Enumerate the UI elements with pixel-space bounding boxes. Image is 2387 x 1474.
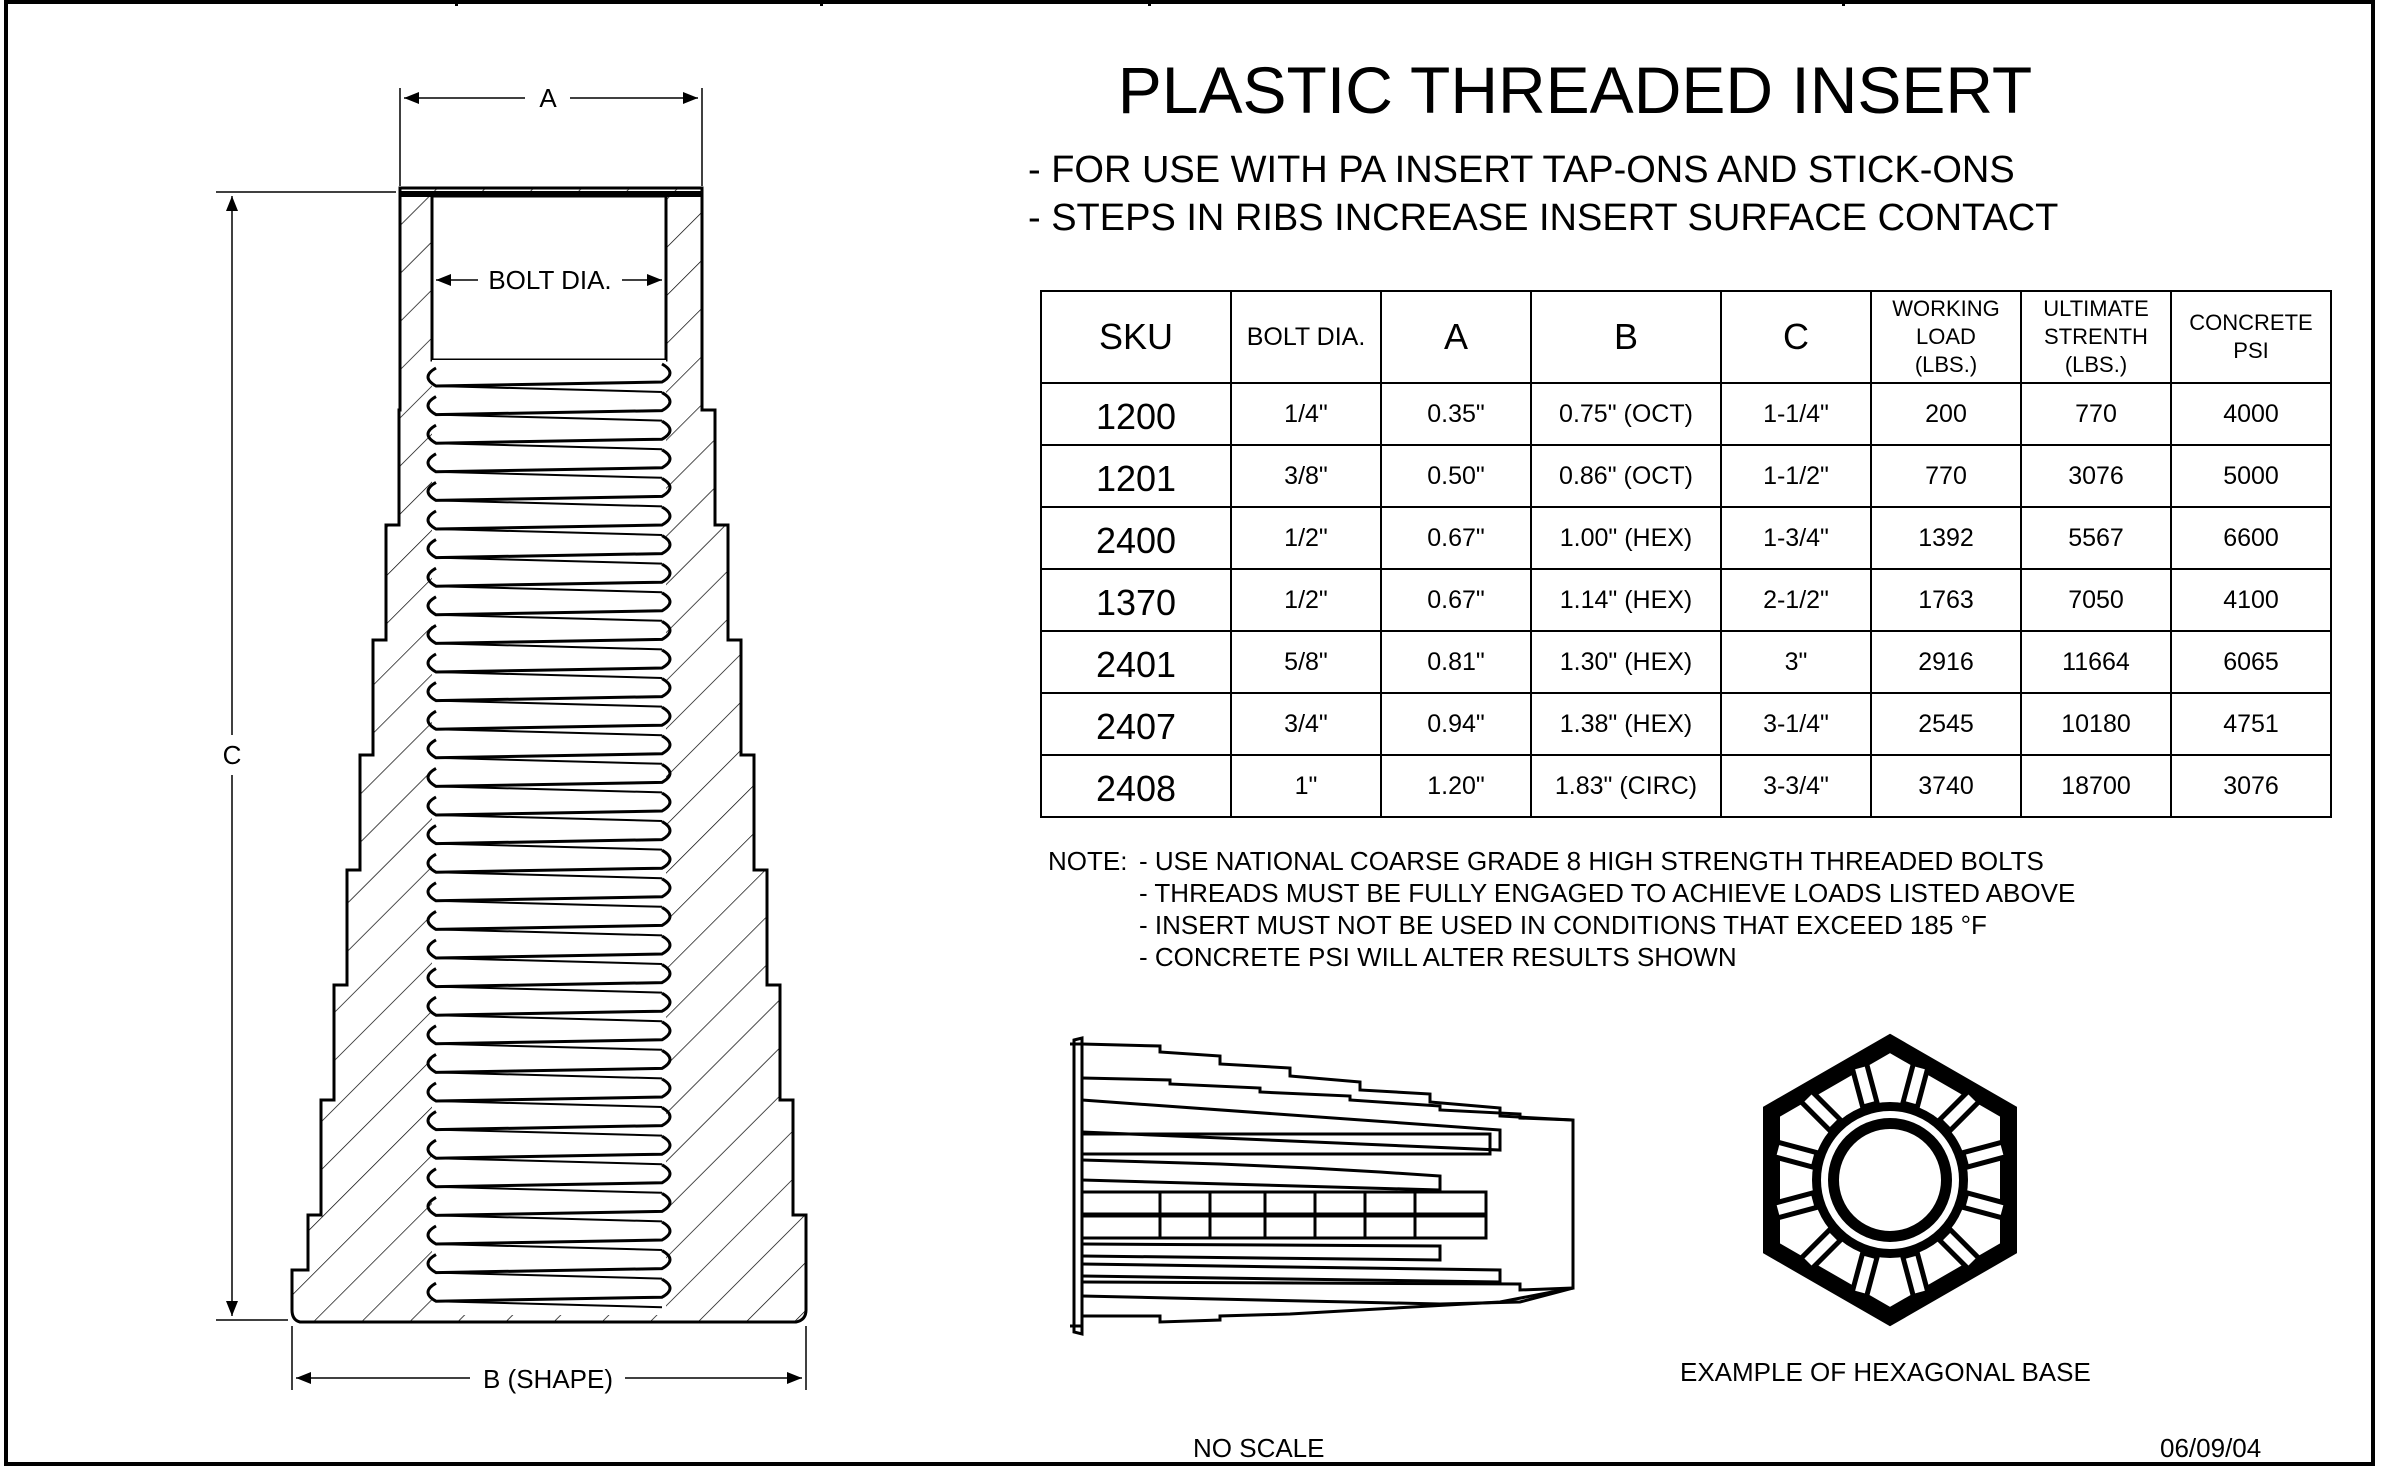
cell-ultimate-strenth: 3076	[2021, 445, 2171, 507]
cell-ultimate-strenth: 7050	[2021, 569, 2171, 631]
bullet-item: - FOR USE WITH PA INSERT TAP-ONS AND STICK-ONS	[1028, 149, 2015, 191]
dim-bolt-dia-label: BOLT DIA.	[488, 265, 612, 295]
dim-a-label: A	[539, 83, 557, 113]
cell-b: 0.86" (OCT)	[1531, 445, 1721, 507]
header-line: WORKING	[1892, 296, 2000, 321]
note-item: - USE NATIONAL COARSE GRADE 8 HIGH STRENGTH THREADED BOLTS	[1139, 846, 2044, 876]
header-line: (LBS.)	[1914, 352, 1978, 377]
title-block-tick	[1148, 0, 1151, 6]
cell-bolt-dia: 5/8"	[1231, 631, 1381, 693]
cell-bolt-dia: 3/4"	[1231, 693, 1381, 755]
header-line: STRENTH	[2044, 324, 2148, 349]
cell-c: 3-3/4"	[1721, 755, 1871, 817]
cell-sku: 2401	[1041, 631, 1231, 693]
feature-bullets	[1028, 146, 2058, 242]
cell-b: 1.83" (CIRC)	[1531, 755, 1721, 817]
notes-list	[1139, 845, 2075, 973]
header-line: ULTIMATE	[2043, 296, 2149, 321]
cell-concrete-psi: 5000	[2171, 445, 2331, 507]
header-line: LOAD	[1916, 324, 1976, 349]
cell-a: 0.94"	[1381, 693, 1531, 755]
col-header-working-load	[1871, 291, 2021, 383]
cell-working-load: 1392	[1871, 507, 2021, 569]
table-header-row	[1041, 291, 2331, 383]
header-line: PSI	[2233, 338, 2269, 363]
cell-b: 1.00" (HEX)	[1531, 507, 1721, 569]
spec-table	[1040, 290, 2332, 818]
cell-c: 3-1/4"	[1721, 693, 1871, 755]
cell-b: 1.14" (HEX)	[1531, 569, 1721, 631]
cell-working-load: 3740	[1871, 755, 2021, 817]
cell-concrete-psi: 4100	[2171, 569, 2331, 631]
page-title: PLASTIC THREADED INSERT	[1117, 53, 2033, 127]
cell-c: 1-1/4"	[1721, 383, 1871, 445]
dim-b-label: B (SHAPE)	[482, 1364, 614, 1394]
cell-bolt-dia: 1/2"	[1231, 569, 1381, 631]
cell-a: 1.20"	[1381, 755, 1531, 817]
cell-concrete-psi: 6600	[2171, 507, 2331, 569]
cell-a: 0.67"	[1381, 569, 1531, 631]
header-line: (LBS.)	[2064, 352, 2128, 377]
cell-sku: 1200	[1041, 383, 1231, 445]
cell-sku: 1370	[1041, 569, 1231, 631]
cell-bolt-dia: 1"	[1231, 755, 1381, 817]
cell-bolt-dia: 3/8"	[1231, 445, 1381, 507]
col-header-ultimate-strenth	[2021, 291, 2171, 383]
cell-b: 0.75" (OCT)	[1531, 383, 1721, 445]
cell-working-load: 770	[1871, 445, 2021, 507]
col-header-a: A	[1381, 291, 1531, 383]
cell-ultimate-strenth: 10180	[2021, 693, 2171, 755]
header-line: CONCRETE	[2189, 310, 2313, 335]
col-header-bolt-dia: BOLT DIA.	[1231, 291, 1381, 383]
notes-label: NOTE:	[1048, 846, 1128, 876]
cell-working-load: 2545	[1871, 693, 2021, 755]
cell-bolt-dia: 1/4"	[1231, 383, 1381, 445]
cell-ultimate-strenth: 18700	[2021, 755, 2171, 817]
table-row	[1041, 507, 2331, 569]
cell-c: 3"	[1721, 631, 1871, 693]
table-row	[1041, 445, 2331, 507]
cell-a: 0.81"	[1381, 631, 1531, 693]
table-row	[1041, 693, 2331, 755]
cell-ultimate-strenth: 11664	[2021, 631, 2171, 693]
col-header-b: B	[1531, 291, 1721, 383]
col-header-c: C	[1721, 291, 1871, 383]
cell-concrete-psi: 6065	[2171, 631, 2331, 693]
dim-c-label: C	[222, 740, 242, 770]
note-item: - THREADS MUST BE FULLY ENGAGED TO ACHIEVE LOADS LISTED ABOVE	[1139, 878, 2076, 908]
col-header-sku: SKU	[1041, 291, 1231, 383]
table-row	[1041, 755, 2331, 817]
cell-concrete-psi: 4000	[2171, 383, 2331, 445]
cell-concrete-psi: 3076	[2171, 755, 2331, 817]
cell-bolt-dia: 1/2"	[1231, 507, 1381, 569]
cell-b: 1.30" (HEX)	[1531, 631, 1721, 693]
cell-sku: 2408	[1041, 755, 1231, 817]
title-block-tick	[1842, 0, 1845, 6]
cell-a: 0.35"	[1381, 383, 1531, 445]
col-header-concrete-psi	[2171, 291, 2331, 383]
cell-a: 0.67"	[1381, 507, 1531, 569]
cell-ultimate-strenth: 5567	[2021, 507, 2171, 569]
hexagonal-base-view	[1740, 1030, 2040, 1330]
scale-note: NO SCALE	[1193, 1433, 1325, 1463]
cell-sku: 2400	[1041, 507, 1231, 569]
cell-working-load: 2916	[1871, 631, 2021, 693]
bullet-item: - STEPS IN RIBS INCREASE INSERT SURFACE CONTACT	[1028, 197, 2059, 239]
table-row	[1041, 569, 2331, 631]
cell-a: 0.50"	[1381, 445, 1531, 507]
insert-side-view	[1060, 1020, 1660, 1350]
note-item: - INSERT MUST NOT BE USED IN CONDITIONS THAT EXCEED 185 °F	[1139, 910, 1987, 940]
drawing-date: 06/09/04	[2160, 1433, 2262, 1463]
cell-c: 1-3/4"	[1721, 507, 1871, 569]
table-row	[1041, 383, 2331, 445]
cell-c: 2-1/2"	[1721, 569, 1871, 631]
cell-concrete-psi: 4751	[2171, 693, 2331, 755]
cell-b: 1.38" (HEX)	[1531, 693, 1721, 755]
hex-base-caption: EXAMPLE OF HEXAGONAL BASE	[1680, 1357, 2091, 1387]
cell-working-load: 1763	[1871, 569, 2021, 631]
cell-ultimate-strenth: 770	[2021, 383, 2171, 445]
note-item: - CONCRETE PSI WILL ALTER RESULTS SHOWN	[1139, 942, 1737, 972]
table-row	[1041, 631, 2331, 693]
cell-sku: 2407	[1041, 693, 1231, 755]
insert-cross-section-drawing	[0, 0, 1000, 1474]
cell-c: 1-1/2"	[1721, 445, 1871, 507]
cell-sku: 1201	[1041, 445, 1231, 507]
cell-working-load: 200	[1871, 383, 2021, 445]
